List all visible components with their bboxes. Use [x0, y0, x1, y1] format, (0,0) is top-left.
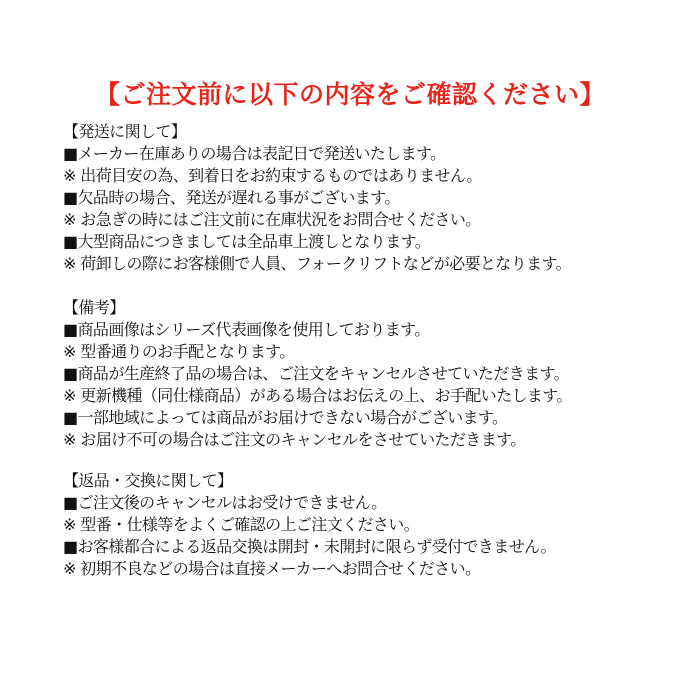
section-heading-returns: 【返品・交換に関して】 [63, 471, 233, 490]
notice-line: ※ 荷卸しの際にお客様側で人員、フォークリフトなどが必要となります。 [63, 254, 572, 273]
notice-line: ※ 出荷目安の為、到着日をお約束するものではありません。 [63, 166, 482, 185]
notice-headline: 【ご注文前に以下の内容をご確認ください】 [94, 80, 605, 109]
notice-line: ■お客様都合による返品交換は開封・未開封に限らず受付できません。 [63, 537, 556, 556]
notice-line: ■欠品時の場合、発送が遅れる事がございます。 [63, 188, 400, 207]
section-returns [63, 470, 693, 580]
section-shipping [63, 121, 693, 275]
notice-line: ■一部地域によっては商品がお届けできない場合がございます。 [63, 408, 508, 427]
section-heading-remarks: 【備考】 [63, 298, 125, 317]
notice-line: ※ 初期不良などの場合は直接メーカーへお問合せください。 [63, 559, 481, 578]
notice-line: ■大型商品につきましては全品車上渡しとなります。 [63, 232, 431, 251]
notice-line: ■メーカー在庫ありの場合は表記日で発送いたします。 [63, 144, 446, 163]
notice-line: ■ご注文後のキャンセルはお受けできません。 [63, 493, 387, 512]
notice-line: ※ 型番・仕様等をよくご確認の上ご注文ください。 [63, 515, 420, 534]
notice-line: ※ 型番通りのお手配となります。 [63, 342, 295, 361]
notice-line: ※ お急ぎの時にはご注文前に在庫状況をお問合せください。 [63, 210, 481, 229]
notice-line: ■商品画像はシリーズ代表画像を使用しております。 [63, 320, 430, 339]
notice-line: ※ お届け不可の場合はご注文のキャンセルをさせていただきます。 [63, 430, 526, 449]
notice-line: ■商品が生産終了品の場合は、ご注文をキャンセルさせていただきます。 [63, 364, 570, 383]
section-heading-shipping: 【発送に関して】 [63, 122, 187, 141]
notice-line: ※ 更新機種（同仕様商品）がある場合はお伝えの上、お手配いたします。 [63, 386, 572, 405]
section-remarks [63, 297, 693, 451]
